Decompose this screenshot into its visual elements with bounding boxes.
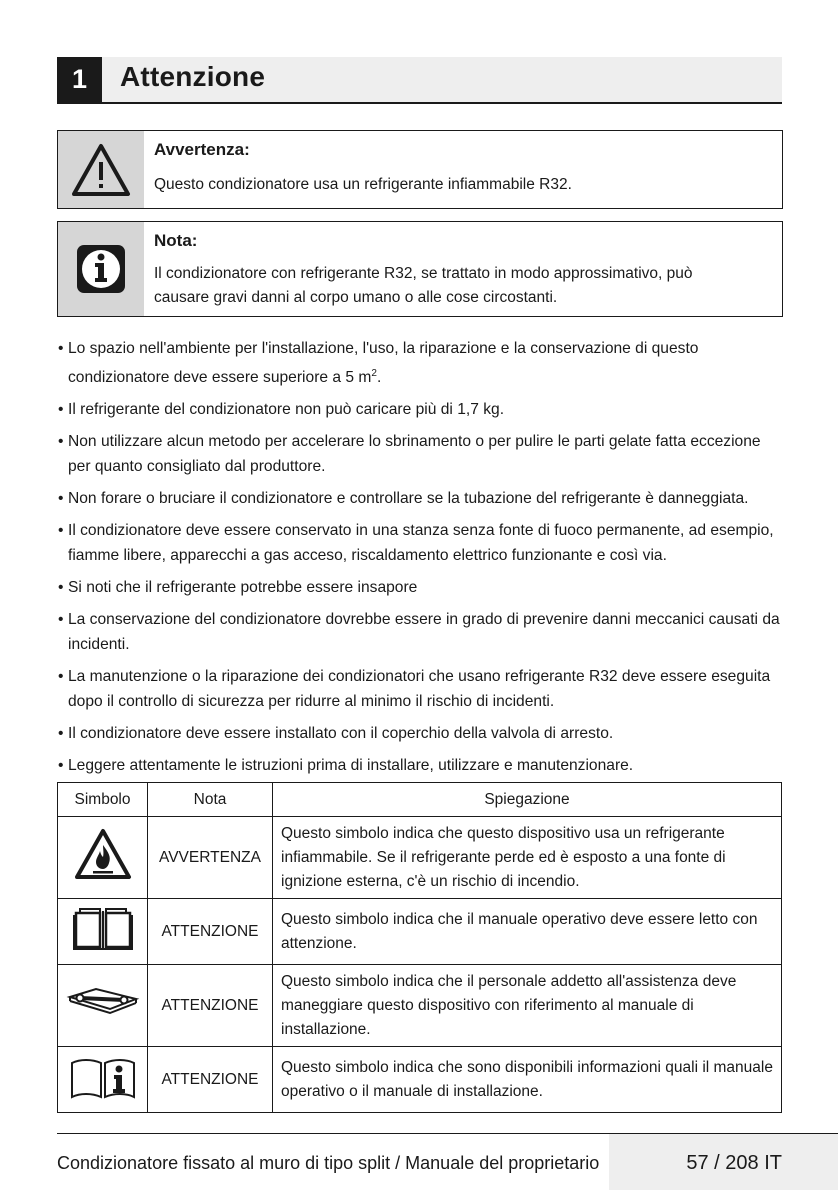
table-row xyxy=(58,899,782,965)
note-title: Nota: xyxy=(154,231,198,250)
footer-title: Condizionatore fissato al muro di tipo split / Manuale del proprietario xyxy=(57,1153,600,1173)
list-item: • Non utilizzare alcun metodo per accelerare lo sbrinamento o per pulire le parti gelate fatta eccezione per quanto consigliato dal produttore. xyxy=(58,429,783,479)
note-line-2: causare gravi danni al corpo umano o alle cose circostanti. xyxy=(154,289,558,306)
warning-callout xyxy=(57,130,783,209)
explanation-cell: Questo simbolo indica che il personale addetto all'assistenza deve maneggiare questo dispositivo con riferimento al manuale di installazione. xyxy=(273,965,782,1047)
list-item: • Lo spazio nell'ambiente per l'installazione, l'uso, la riparazione e la conservazione di questo condizionatore deve essere superiore a 5 $m^2$. xyxy=(58,336,783,390)
list-item: • La manutenzione o la riparazione dei condizionatori che usano refrigerante R32 deve essere eseguita dopo il controllo di sicurezza per ridurre al minimo il rischio di incidenti. xyxy=(58,664,783,714)
explanation-cell: Questo simbolo indica che sono disponibili informazioni quali il manuale operativo o il manuale di installazione. xyxy=(273,1047,782,1113)
list-item: • Il refrigerante del condizionatore non può caricare più di 1,7 kg. xyxy=(58,397,783,422)
section-header xyxy=(57,57,782,104)
footer-page-box xyxy=(609,1134,838,1190)
note-text xyxy=(154,262,693,310)
note-cell: ATTENZIONE xyxy=(148,1047,273,1113)
header-explanation: Spiegazione xyxy=(273,783,782,817)
warning-text: Questo condizionatore usa un refrigerante infiammabile R32. xyxy=(154,176,572,193)
note-cell: ATTENZIONE xyxy=(148,965,273,1047)
symbol-cell xyxy=(58,899,148,965)
safety-bullet-list xyxy=(58,336,783,785)
list-item: • Leggere attentamente le istruzioni prima di installare, utilizzare e manutenzionare. xyxy=(58,753,783,778)
table-row xyxy=(58,817,782,899)
note-line-1: Il condizionatore con refrigerante R32, se trattato in modo approssimativo, può xyxy=(154,265,693,282)
section-number: 1 xyxy=(57,57,102,102)
note-cell: AVVERTENZA xyxy=(148,817,273,899)
symbol-cell xyxy=(58,1047,148,1113)
operation-manual-icon xyxy=(72,907,134,951)
list-item: • Si noti che il refrigerante potrebbe essere insapore xyxy=(58,575,783,600)
flammable-warning-icon xyxy=(73,827,133,883)
list-item: • La conservazione del condizionatore dovrebbe essere in grado di prevenire danni meccanici causati da incidenti. xyxy=(58,607,783,657)
warning-triangle-icon xyxy=(70,142,132,198)
symbol-cell xyxy=(58,817,148,899)
explanation-cell: Questo simbolo indica che il manuale operativo deve essere letto con attenzione. xyxy=(273,899,782,965)
list-item: • Il condizionatore deve essere conservato in una stanza senza fonte di fuoco permanente, ad esempio, fiamme libere, apparecchi a gas acceso, riscaldamento elettrico funzionante e così via. xyxy=(58,518,783,568)
section-title: Attenzione xyxy=(120,61,266,92)
explanation-cell: Questo simbolo indica che questo dispositivo usa un refrigerante infiammabile. Se il refrigerante perde ed è esposto a una fonte di ignizione esterna, c'è un rischio di incendio. xyxy=(273,817,782,899)
symbol-table xyxy=(57,782,782,1113)
header-note: Nota xyxy=(148,783,273,817)
info-icon xyxy=(76,244,126,294)
note-icon-cell xyxy=(58,222,144,316)
note-callout xyxy=(57,221,783,317)
table-row xyxy=(58,1047,782,1113)
symbol-cell xyxy=(58,965,148,1047)
list-item: • Non forare o bruciare il condizionatore e controllare se la tubazione del refrigerante è danneggiata. xyxy=(58,486,783,511)
header-symbol: Simbolo xyxy=(58,783,148,817)
service-manual-icon xyxy=(66,983,140,1023)
manual-info-icon xyxy=(68,1055,138,1099)
warning-title: Avvertenza: xyxy=(154,140,250,159)
list-item: • Il condizionatore deve essere installato con il coperchio della valvola di arresto. xyxy=(58,721,783,746)
warning-icon-cell xyxy=(58,131,144,208)
table-header-row xyxy=(58,783,782,817)
note-cell: ATTENZIONE xyxy=(148,899,273,965)
table-row xyxy=(58,965,782,1047)
page-number: 57 / 208 IT xyxy=(686,1152,782,1174)
